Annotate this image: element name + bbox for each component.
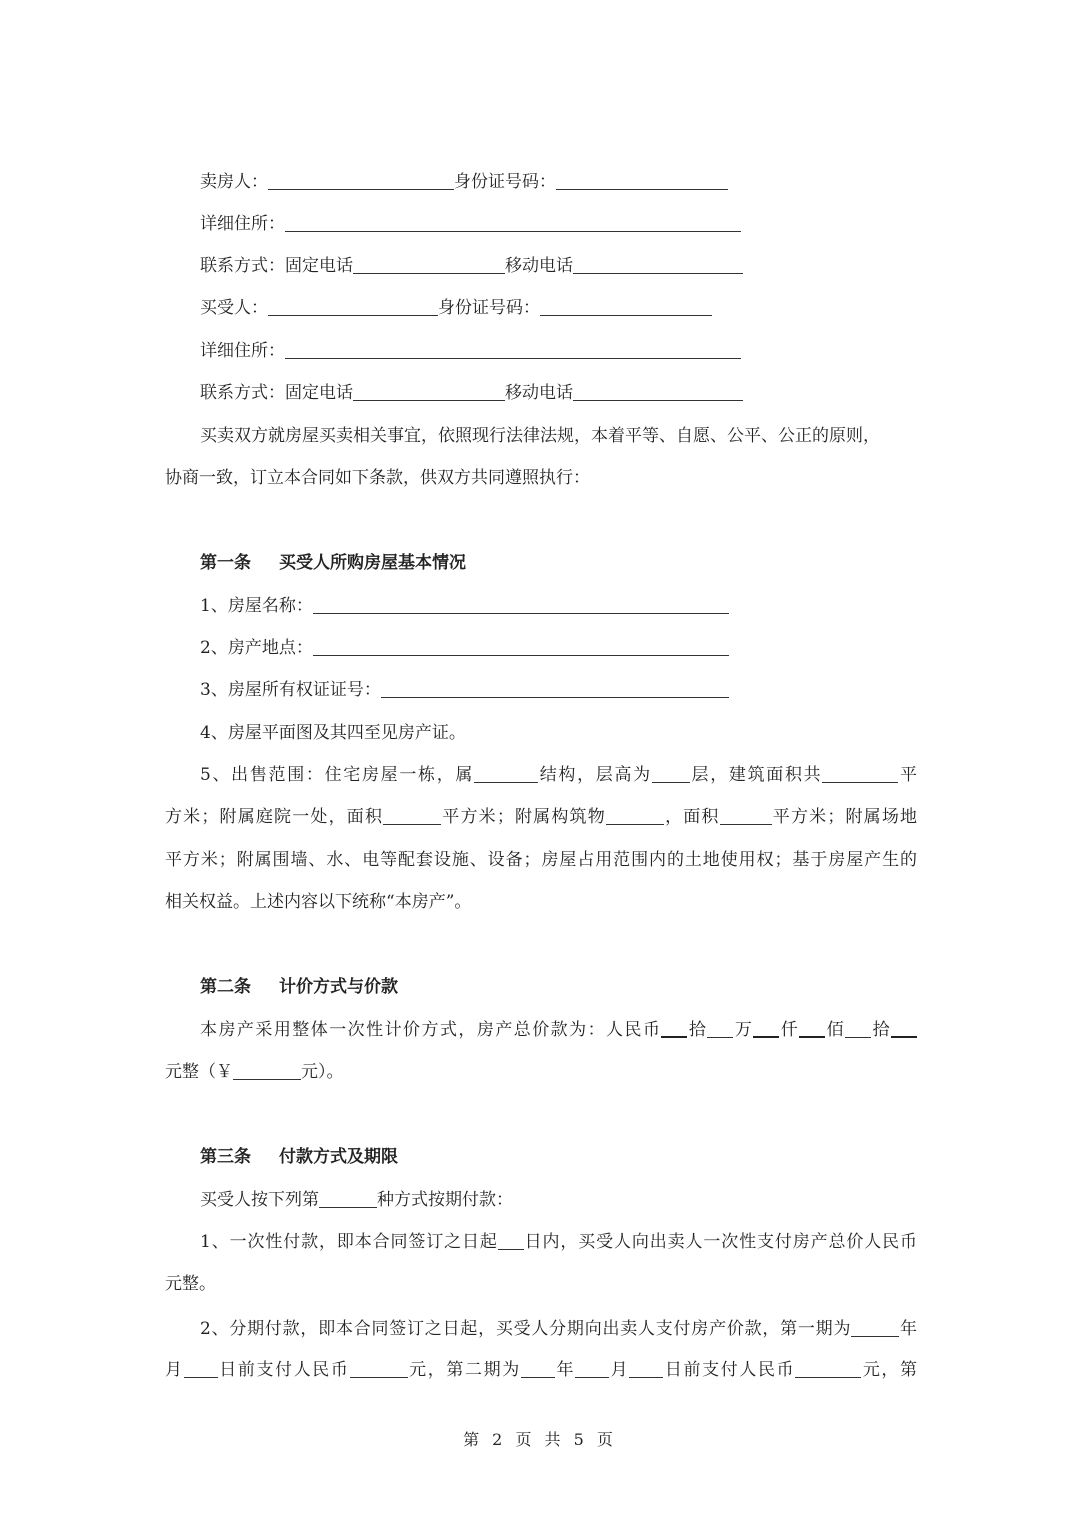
house-cert-label: 3、房屋所有权证证号：	[200, 680, 381, 700]
price-shi-field[interactable]	[845, 1019, 871, 1038]
price-bai-field[interactable]	[799, 1018, 825, 1038]
unit-bai: 佰	[825, 1020, 846, 1040]
sale-scope-text-1b: 结构，层高为	[538, 765, 652, 785]
lump-sum-line-2: 元整。	[165, 1274, 216, 1294]
second-period-month-field[interactable]	[575, 1359, 609, 1378]
installment-month-text: 月	[165, 1360, 184, 1380]
unit-shi-1: 拾	[687, 1020, 708, 1040]
installment-text-d: 年	[554, 1360, 576, 1380]
yard-area-field[interactable]	[383, 806, 441, 825]
lump-sum-text-b: 日内，买受人向出卖人一次性支付房产总价人民币	[523, 1232, 917, 1252]
article-2-number: 第二条	[200, 977, 251, 997]
lump-sum-line-1	[200, 1230, 917, 1254]
buyer-mobile-field[interactable]	[573, 382, 743, 401]
article-3-heading	[200, 1145, 398, 1169]
lump-sum-days-field[interactable]	[498, 1231, 524, 1250]
seller-mobile-label: 移动电话	[505, 256, 573, 276]
house-name-line	[200, 594, 729, 618]
installment-line-1	[200, 1317, 917, 1341]
price-yuan-close: 元）。	[301, 1062, 344, 1082]
sale-scope-text-1d: 平	[898, 765, 917, 785]
sale-scope-text-1c: 层，建筑面积共	[689, 765, 823, 785]
payment-method-line	[200, 1188, 513, 1212]
price-qian-field[interactable]	[753, 1018, 779, 1038]
second-period-year-field[interactable]	[521, 1359, 555, 1378]
second-period-day-field[interactable]	[629, 1359, 663, 1378]
payment-method-text-b: 种方式按期付款：	[377, 1190, 513, 1210]
buyer-id-label: 身份证号码：	[438, 298, 540, 318]
buyer-mobile-label: 移动电话	[505, 383, 573, 403]
installment-line-2	[165, 1358, 917, 1382]
installment-text-f: 日前支付人民币	[663, 1360, 796, 1380]
second-amount-field[interactable]	[795, 1359, 861, 1378]
intro-line-1: 买卖双方就房屋买卖相关事宜，依照现行法律法规，本着平等、自愿、公平、公正的原则，	[200, 426, 880, 446]
article-1-title: 买受人所购房屋基本情况	[279, 553, 466, 573]
sale-scope-text-2a: 方米；附属庭院一处，面积	[165, 807, 384, 827]
structure-area-field[interactable]	[720, 806, 772, 825]
price-amount-field[interactable]	[233, 1061, 301, 1080]
building-area-field[interactable]	[822, 764, 898, 783]
buyer-name-field[interactable]	[268, 297, 438, 316]
buyer-phone-field[interactable]	[353, 382, 505, 401]
payment-method-text-a: 买受人按下列第	[200, 1190, 319, 1210]
seller-label: 卖房人：	[200, 172, 268, 192]
installment-text-a: 2、分期付款，即本合同签订之日起，买受人分期向出卖人支付房产价款，第一期为	[200, 1319, 852, 1339]
installment-text-g: 元，第	[861, 1360, 918, 1380]
house-name-label: 1、房屋名称：	[200, 596, 313, 616]
intro-line-2: 协商一致，订立本合同如下条款，供双方共同遵照执行：	[165, 468, 590, 488]
price-yuan-text: 元整（￥	[165, 1062, 233, 1082]
buyer-address-line	[200, 339, 741, 363]
price-text: 本房产采用整体一次性计价方式，房产总价款为：人民币	[200, 1020, 662, 1040]
buyer-address-label: 详细住所：	[200, 341, 285, 361]
lump-sum-text-a: 1、一次性付款，即本合同签订之日起	[200, 1232, 498, 1252]
seller-contact-line	[200, 254, 743, 278]
seller-phone-label: 联系方式：固定电话	[200, 256, 353, 276]
seller-address-label: 详细住所：	[200, 214, 285, 234]
article-1-number: 第一条	[200, 553, 251, 573]
first-amount-field[interactable]	[350, 1359, 408, 1378]
first-period-year-field[interactable]	[851, 1318, 899, 1337]
house-cert-field[interactable]	[381, 679, 729, 698]
first-period-day-field[interactable]	[184, 1359, 218, 1378]
sale-scope-text-2d: 平方米；附属场地	[771, 807, 918, 827]
unit-wan: 万	[733, 1020, 754, 1040]
buyer-contact-line	[200, 381, 743, 405]
seller-phone-field[interactable]	[353, 255, 505, 274]
unit-shi-2: 拾	[871, 1020, 892, 1040]
installment-text-e: 月	[609, 1360, 630, 1380]
article-2-title: 计价方式与价款	[279, 977, 398, 997]
seller-mobile-field[interactable]	[573, 255, 743, 274]
article-2-heading	[200, 975, 398, 999]
sale-scope-line-4: 相关权益。上述内容以下统称“本房产”。	[165, 892, 472, 912]
house-name-field[interactable]	[313, 595, 729, 614]
buyer-id-field[interactable]	[540, 297, 712, 316]
buyer-line	[200, 296, 712, 320]
seller-address-line	[200, 212, 741, 236]
price-line-1	[200, 1018, 917, 1042]
sale-scope-line-3: 平方米；附属围墙、水、电等配套设施、设备；房屋占用范围内的土地使用权；基于房屋产生的	[165, 850, 917, 870]
sale-scope-line-2	[165, 805, 917, 829]
installment-year-text: 年	[899, 1319, 917, 1339]
article-1-heading	[200, 551, 466, 575]
price-wan-field[interactable]	[707, 1019, 733, 1038]
installment-text-c: 元，第二期为	[407, 1360, 521, 1380]
sale-scope-text-1a: 5、出售范围：住宅房屋一栋，属	[200, 765, 475, 785]
buyer-label: 买受人：	[200, 298, 268, 318]
price-line-2	[165, 1060, 344, 1084]
sale-scope-text-2c: ，面积	[663, 807, 720, 827]
sale-scope-line-1	[200, 763, 917, 787]
structure-field[interactable]	[474, 764, 538, 783]
page-number: 第 2 页 共 5 页	[463, 1430, 617, 1449]
house-plan-line: 4、房屋平面图及其四至见房产证。	[200, 723, 466, 743]
price-yuan-field[interactable]	[891, 1018, 917, 1038]
seller-address-field[interactable]	[285, 213, 741, 232]
installment-text-b: 日前支付人民币	[217, 1360, 350, 1380]
house-location-field[interactable]	[313, 637, 729, 656]
seller-name-field[interactable]	[268, 171, 454, 190]
seller-id-label: 身份证号码：	[454, 172, 556, 192]
structure-item-field[interactable]	[606, 806, 664, 825]
house-cert-line	[200, 678, 729, 702]
buyer-address-field[interactable]	[285, 340, 741, 359]
floors-field[interactable]	[652, 764, 690, 783]
sale-scope-text-2b: 平方米；附属构筑物	[441, 807, 606, 827]
seller-id-field[interactable]	[556, 171, 728, 190]
house-location-line	[200, 636, 729, 660]
buyer-phone-label: 联系方式：固定电话	[200, 383, 353, 403]
unit-qian: 仟	[779, 1020, 800, 1040]
seller-line	[200, 170, 728, 194]
article-3-title: 付款方式及期限	[279, 1147, 398, 1167]
article-3-number: 第三条	[200, 1147, 251, 1167]
price-shi-wan-field[interactable]	[661, 1018, 687, 1038]
payment-method-field[interactable]	[319, 1189, 377, 1208]
house-location-label: 2、房产地点：	[200, 638, 313, 658]
